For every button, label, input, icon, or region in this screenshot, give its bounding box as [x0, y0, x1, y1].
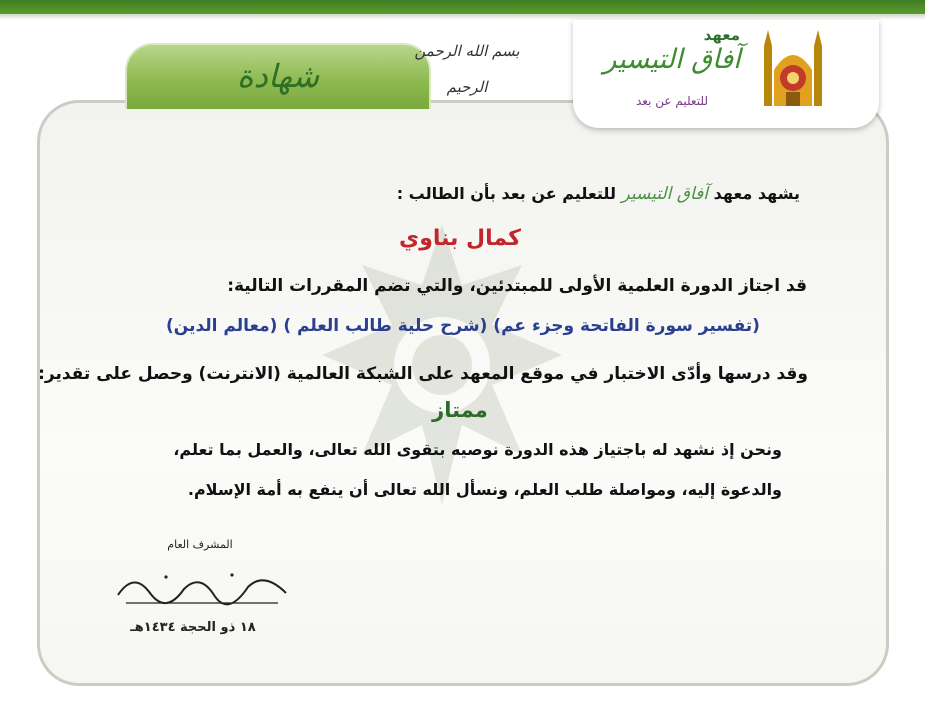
- courses-list: (تفسير سورة الفاتحة وجزء عم) (شرح حلية طالب العلم ) (معالم الدين): [166, 316, 760, 336]
- mosque-icon: [760, 26, 826, 112]
- student-name: كمال بناوي: [399, 226, 521, 251]
- logo-name: آفاق التيسير: [603, 44, 741, 75]
- certificate-line-2: قد اجتاز الدورة العلمية الأولى للمبتدئين، والتي تضم المقررات التالية:: [227, 276, 807, 296]
- logo-top-word: معهد: [703, 26, 740, 44]
- supervisor-label: المشرف العام: [167, 538, 233, 551]
- logo-subtitle: للتعليم عن بعد: [636, 94, 708, 108]
- basmala-calligraphy: بسم الله الرحمن الرحيم: [414, 42, 520, 96]
- certificate-title: شهادة: [236, 57, 320, 95]
- certificate-line-5: ونحن إذ نشهد له باجتياز هذه الدورة نوصيه بتقوى الله تعالى، والعمل بما تعلم،: [173, 440, 782, 459]
- certificate-date: ١٨ ذو الحجة ١٤٣٤هـ: [130, 620, 256, 635]
- line1-prefix: يشهد معهد: [713, 184, 800, 203]
- line1-institute: آفاق التيسير: [621, 184, 709, 204]
- certificate-line-6: والدعوة إليه، ومواصلة طلب العلم، ونسأل الله تعالى أن ينفع به أمة الإسلام.: [187, 480, 782, 499]
- grade: ممتاز: [432, 398, 488, 422]
- supervisor-signature: [114, 565, 290, 611]
- top-green-bar: [0, 0, 925, 14]
- certificate-line-4: وقد درسها وأدّى الاختبار في موقع المعهد على الشبكة العالمية (الانترنت) وحصل على تقدير:: [38, 364, 808, 384]
- certificate-line-1: [300, 184, 800, 204]
- line1-suffix: للتعليم عن بعد بأن الطالب :: [396, 184, 616, 203]
